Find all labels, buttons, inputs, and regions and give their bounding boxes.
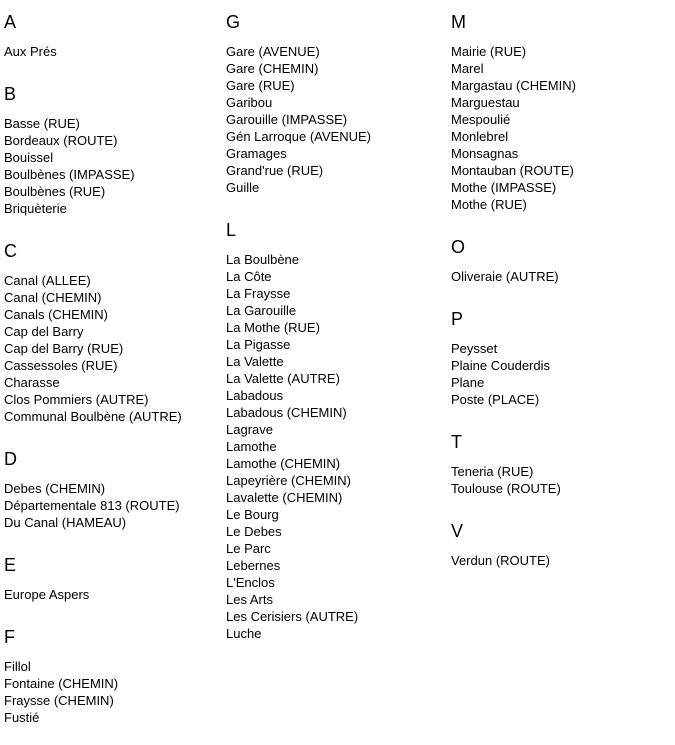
section-letter-E: E (4, 555, 17, 575)
street-item: Garouille (IMPASSE) (226, 112, 348, 127)
street-item: Mespoulié (451, 112, 511, 127)
street-item: Les Arts (226, 592, 273, 607)
section-letter-F: F (4, 627, 15, 647)
section-letter-M: M (451, 12, 466, 32)
street-item: La Pigasse (226, 337, 291, 352)
street-item: Fontaine (CHEMIN) (4, 676, 119, 691)
street-item: Marel (451, 61, 484, 76)
street-item: Canal (CHEMIN) (4, 290, 102, 305)
street-item: Peysset (451, 341, 498, 356)
street-item: Bouissel (4, 150, 54, 165)
street-item: La Garouille (226, 303, 297, 318)
street-item: Oliveraie (AUTRE) (451, 269, 559, 284)
street-item: Europe Aspers (4, 587, 90, 602)
street-item: Le Bourg (226, 507, 279, 522)
street-item: Les Cerisiers (AUTRE) (226, 609, 359, 624)
street-item: Communal Boulbène (AUTRE) (4, 409, 182, 424)
street-item: Lavalette (CHEMIN) (226, 490, 343, 505)
section-letter-A: A (4, 12, 17, 32)
section-letter-O: O (451, 237, 466, 257)
index-column-3 (451, 0, 675, 745)
street-item: Gare (CHEMIN) (226, 61, 319, 76)
street-item: Toulouse (ROUTE) (451, 481, 561, 496)
street-item: Monsagnas (451, 146, 519, 161)
street-item: Fustié (4, 710, 40, 725)
street-item: La Valette (226, 354, 284, 369)
street-item: Mairie (RUE) (451, 44, 527, 59)
street-item: Cap del Barry (RUE) (4, 341, 124, 356)
street-item: Poste (PLACE) (451, 392, 540, 407)
street-item: Gare (AVENUE) (226, 44, 320, 59)
street-item: Montauban (ROUTE) (451, 163, 574, 178)
street-item: Plaine Couderdis (451, 358, 551, 373)
street-item: Mothe (IMPASSE) (451, 180, 557, 195)
street-item: Aux Prés (4, 44, 57, 59)
street-item: Fillol (4, 659, 31, 674)
street-item: Verdun (ROUTE) (451, 553, 550, 568)
street-item: Lamothe (226, 439, 277, 454)
street-item: Le Parc (226, 541, 271, 556)
index-column-2 (226, 0, 451, 745)
street-item: Lagrave (226, 422, 273, 437)
street-item: Bordeaux (ROUTE) (4, 133, 118, 148)
street-item: Basse (RUE) (4, 116, 80, 131)
street-item: La Fraysse (226, 286, 291, 301)
street-item: La Valette (AUTRE) (226, 371, 340, 386)
street-item: Gén Larroque (AVENUE) (226, 129, 371, 144)
section-letter-B: B (4, 84, 17, 104)
street-item: Lapeyrière (CHEMIN) (226, 473, 351, 488)
street-item: Le Debes (226, 524, 282, 539)
section-letter-T: T (451, 432, 462, 452)
street-item: Du Canal (HAMEAU) (4, 515, 127, 530)
section-letter-D: D (4, 449, 17, 469)
street-item: Cassessoles (RUE) (4, 358, 118, 373)
street-item: Teneria (RUE) (451, 464, 534, 479)
street-item: Cap del Barry (4, 324, 84, 339)
street-item: Marguestau (451, 95, 520, 110)
street-item: La Mothe (RUE) (226, 320, 320, 335)
street-item: Canals (CHEMIN) (4, 307, 109, 322)
street-item: Fraysse (CHEMIN) (4, 693, 114, 708)
street-item: Monlebrel (451, 129, 509, 144)
section-letter-G: G (226, 12, 241, 32)
section-letter-C: C (4, 241, 17, 261)
street-item: Boulbènes (IMPASSE) (4, 167, 135, 182)
street-item: La Côte (226, 269, 272, 284)
street-item: Garibou (226, 95, 273, 110)
street-item: La Boulbène (226, 252, 300, 267)
street-item: Plane (451, 375, 485, 390)
street-item: Grand'rue (RUE) (226, 163, 324, 178)
section-letter-L: L (226, 220, 237, 240)
street-item: Margastau (CHEMIN) (451, 78, 576, 93)
street-item: Luche (226, 626, 262, 641)
street-item: Guille (226, 180, 260, 195)
section-letter-P: P (451, 309, 464, 329)
street-item: Départementale 813 (ROUTE) (4, 498, 180, 513)
street-item: Lamothe (CHEMIN) (226, 456, 341, 471)
street-item: Briquèterie (4, 201, 67, 216)
street-item: Mothe (RUE) (451, 197, 527, 212)
street-item: L'Enclos (226, 575, 275, 590)
street-item: Clos Pommiers (AUTRE) (4, 392, 149, 407)
street-item: Boulbènes (RUE) (4, 184, 106, 199)
street-item: Charasse (4, 375, 60, 390)
street-item: Labadous (CHEMIN) (226, 405, 347, 420)
index-column-1 (4, 0, 226, 745)
section-letter-V: V (451, 521, 464, 541)
street-item: Gare (RUE) (226, 78, 295, 93)
street-item: Lebernes (226, 558, 281, 573)
street-item: Debes (CHEMIN) (4, 481, 106, 496)
street-item: Canal (ALLEE) (4, 273, 91, 288)
street-item: Labadous (226, 388, 284, 403)
street-item: Gramages (226, 146, 287, 161)
